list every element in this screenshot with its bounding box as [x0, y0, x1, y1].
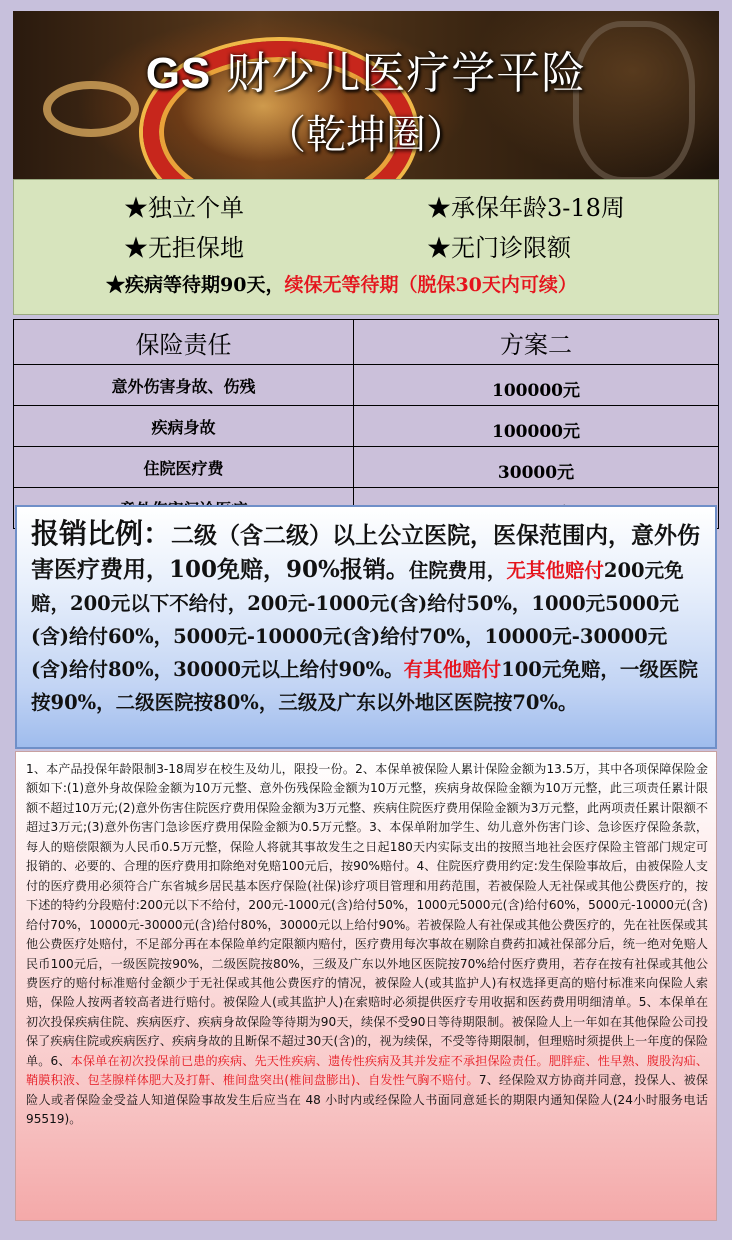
table-row: [14, 447, 719, 488]
has-other-claim-text: 有其他赔付: [403, 658, 502, 681]
no-other-claim-text: 无其他: [506, 559, 565, 582]
no-other-claim-text: 赔付: [564, 559, 604, 582]
product-subtitle: （乾坤圈）: [266, 112, 466, 158]
title-prefix: GS: [145, 49, 212, 98]
terms-text: 7、经保险双方协商并同意，投保人、被保险人或者保险金受益人知道保险事故发生后应当在 48 小时内或经保险人书面同意延长的期限内通知保险人(24小时服务电话95519)。: [26, 1073, 708, 1127]
coverage-amount: 100000元: [354, 406, 719, 447]
title-text: 财少儿医疗学平险: [226, 48, 587, 99]
waiting-period-text: ★疾病等待期90天，: [106, 274, 285, 296]
coverage-item: 疾病身故: [14, 406, 354, 447]
table-row: [14, 365, 719, 406]
table-row: [14, 406, 719, 447]
coverage-amount: 30000元: [354, 447, 719, 488]
coverage-item: 意外伤害身故、伤残: [14, 365, 354, 406]
column-header-coverage: 保险责任: [14, 320, 354, 365]
feature-item: ★无拒保地: [124, 234, 244, 262]
coverage-item: 住院医疗费: [14, 447, 354, 488]
waiting-period-line: [106, 270, 577, 297]
feature-item: ★承保年龄3-18周: [427, 194, 625, 222]
feature-item: ★独立个单: [124, 194, 244, 222]
feature-item: ★无门诊限额: [427, 234, 571, 262]
column-header-plan: 方案二: [354, 320, 719, 365]
reimbursement-text: 200元免赔，200元以下不给付，200元-1000元(含)给付50%，1000元5000元(含)给付60%，5000元-10000元(含)给付70%，10000元-30000元(含)给付80%，30000元以上给付90%。: [31, 559, 684, 681]
coverage-amount: 100000元: [354, 365, 719, 406]
terms-panel: [15, 751, 717, 1221]
product-title: [13, 37, 719, 101]
reimbursement-text: 二级（含二级）以上公立医院，医保范围内，: [171, 522, 632, 549]
header-banner: [13, 11, 719, 179]
reimbursement-text: 意外伤害医疗费用，100免赔，90%报销。: [31, 522, 701, 583]
coverage-table: [13, 319, 719, 529]
features-panel: [13, 179, 719, 315]
reimbursement-heading: 报销比例：: [31, 517, 172, 550]
reimbursement-text: 100元免赔，一级医院按90%，二级医院按80%，三级及广东以外地区医院按70%。: [31, 658, 698, 714]
reimbursement-panel: [15, 505, 717, 749]
table-header-row: [14, 320, 719, 365]
renewal-text: 续保无等待期（脱保30天内可续）: [284, 274, 577, 296]
terms-text: 1、本产品投保年龄限制3-18周岁在校生及幼儿，限投一份。2、本保单被保险人累计保险金额为13.5万，其中各项保障保险金额如下:(1)意外身故保险金额为10万元整、意外伤残保险金额为10万元整，疾病身故保险金额为10万元整，此三项责任累计限额不超过10万元;(2)意外伤害住院医疗费用保险金额为3万元整、疾病住院医疗费用保险金额为3万元整，此两项责任累计限额不超过3万元;(3)意外伤害门急诊医疗费用保险金额为0.5万元整。3、本保单附加学生、幼儿意外伤害门诊、急诊医疗保险条款，每人的赔偿限额为人民币0.5万元整，保险人将就其事故发生之日起180天内实际支出的按照当地社会医疗保险主管部门规定可报销的、必要的、合理的医疗费用扣除绝对免赔100元后，按90%赔付。4、住院医疗费用约定:发生保险事故后，由被保险人支付的医疗费用必须符合广东省城乡居民基本医疗保险(社保)诊疗项目管理和用药范围，若被保险人无社保或其他公费医疗的，按下述的特约分段赔付:200元以下不给付，200元-1000元(含)给付50%，1000元5000元(含)给付60%，5000元-10000元(含)给付70%，10000元-30000元(含)给付80%，30000元以上给付90%。若被保险人有社保或其他公费医疗的，先在社医保或其他公费医疗处赔付，不足部分再在本保险单约定限额内赔付，医疗费用每次事故在剔除自费药扣减社保部分后，统一绝对免赔人民币100元后，一级医院按90%，二级医院按80%，三级及广东以外地区医院按70%给付医疗费用，若存在按有社保或其他公费医疗的赔付标准赔付金额少于无社保或其他公费医疗的情况，被保险人(或其监护人)有权选择更高的赔付标准来向保险人索赔，保险人按两者较高者进行赔付。被保险人(或其监护人)在索赔时必须提供医疗专用收据和医药费用明细清单。5、本保单在初次投保疾病住院、疾病医疗、疾病身故保险等待期为90天，续保不受90日等待期限制。被保险人上一年如在其他保险公司投保了疾病住院或疾病医疗、疾病身故的且断保不超过30天(含)的，视为续保，不受等待期限制，但理赔时须提供上一年度的保险单。6、: [26, 762, 708, 1068]
exclusions-text: 本保单在初次投保前已患的疾病、先天性疾病、遗传性疾病及其并发症不承担保险责任。肥胖症、性早熟、腹股沟疝、鞘膜积液、包茎腺样体肥大及打鼾、椎间盘突出(椎间盘膨出)、自发性气胸不赔付。: [26, 1053, 708, 1088]
reimbursement-text: 住院费用，: [408, 559, 507, 582]
